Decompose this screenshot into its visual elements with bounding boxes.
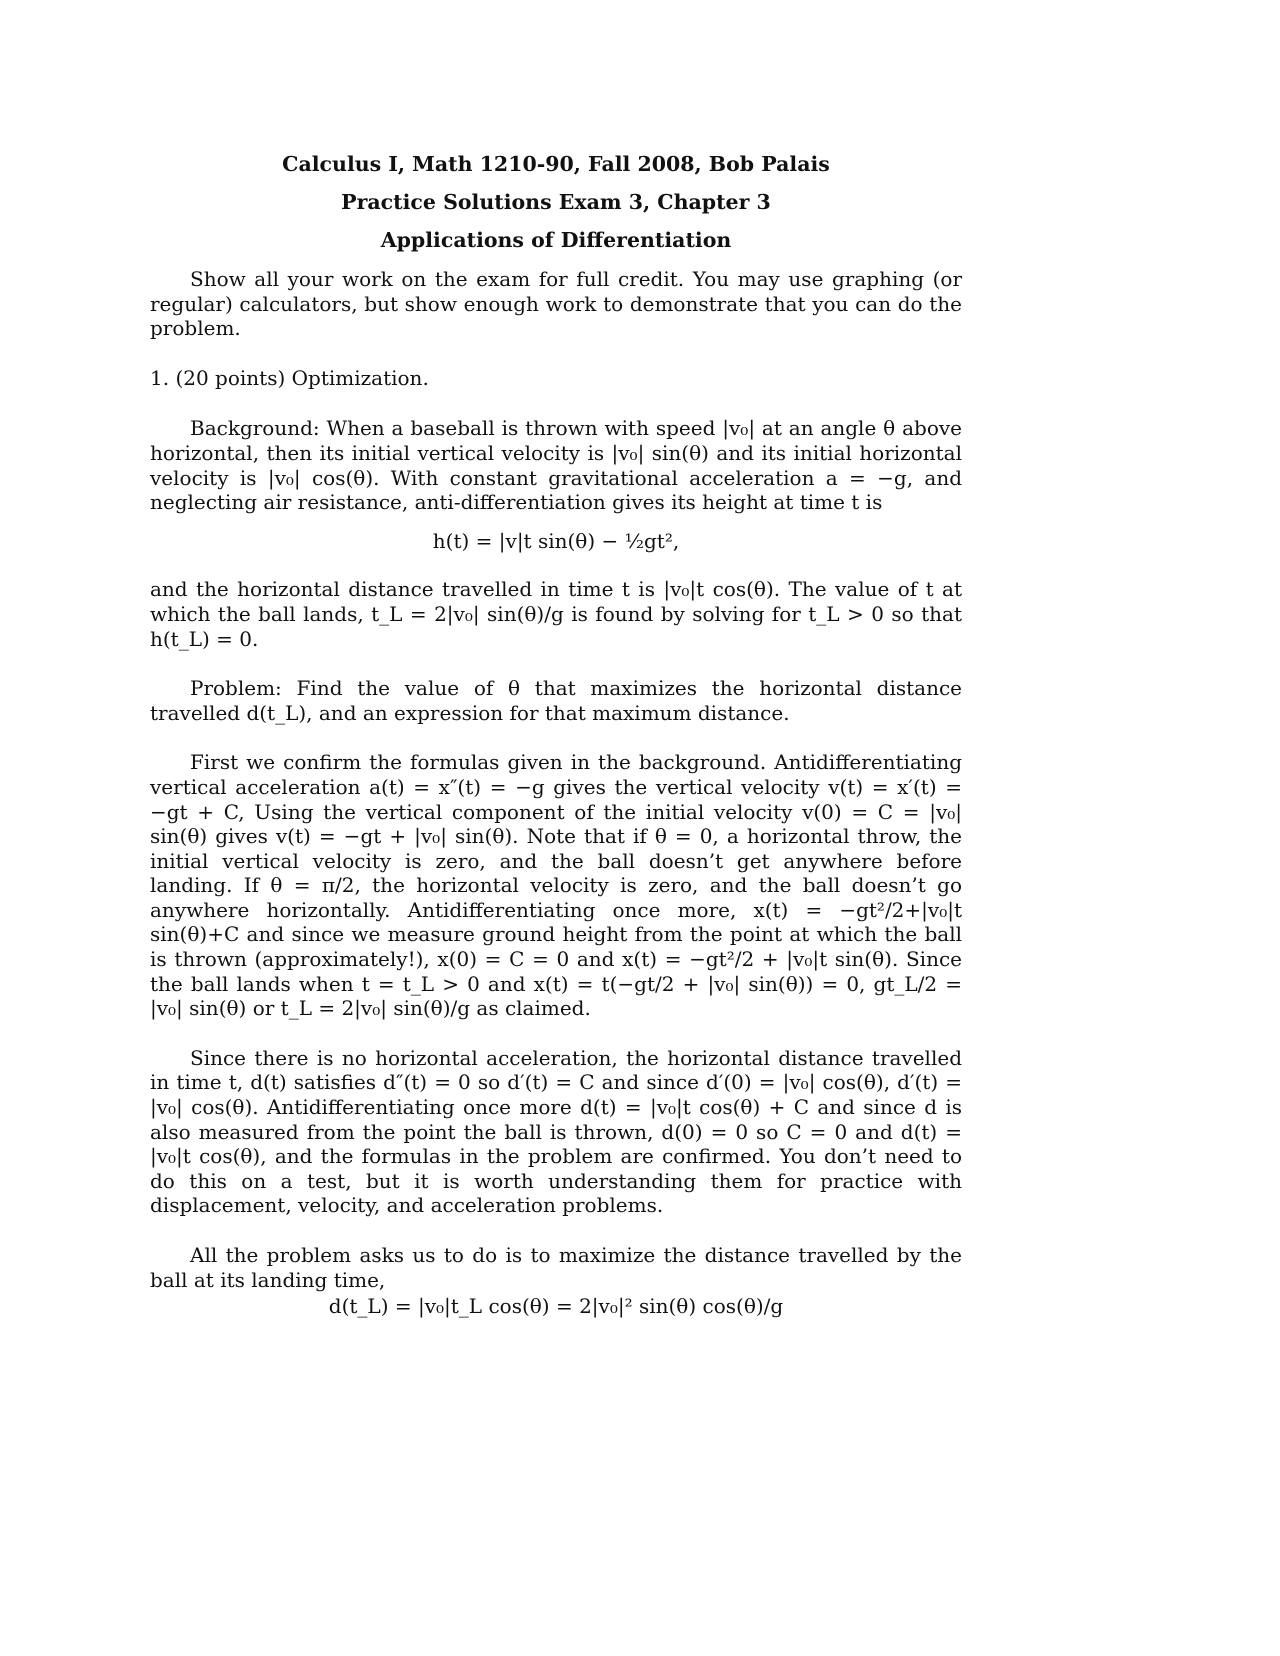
problem-heading: 1. (20 points) Optimization. <box>150 365 429 390</box>
course-title: Calculus I, Math 1210-90, Fall 2008, Bob Palais <box>282 152 830 176</box>
landing-paragraph: and the horizontal distance travelled in time t is |v₀|t cos(θ). The value of t at which the ball lands, t_L = 2|v₀| sin(θ)/g is found by solving for t_L > 0 so that h(t_L) = 0. <box>150 577 962 651</box>
distance-formula: d(t_L) = |v₀|t_L cos(θ) = 2|v₀|² sin(θ) cos(θ)/g <box>328 1294 784 1319</box>
height-formula: h(t) = |v|t sin(θ) − ½gt², <box>432 528 680 553</box>
exam-title: Practice Solutions Exam 3, Chapter 3 <box>341 190 771 214</box>
confirm-paragraph: First we confirm the formulas given in the background. Antidifferentiating vertical acceleration a(t) = x″(t) = −g gives the vertical velocity v(t) = x′(t) = −gt + C, Using the vertical component of the initial velocity v(0) = C = |v₀| sin(θ) gives v(t) = −gt + |v₀| sin(θ). Note that if θ = 0, a horizontal throw, the initial vertical velocity is zero, and the ball doesn’t get anywhere before landing. If θ = π/2, the horizontal velocity is zero, and the ball doesn’t go anywhere horizontally. Antidifferentiating once more, x(t) = −gt²/2+|v₀|t sin(θ)+C and since we measure ground height from the point at which the ball is thrown (approximately!), x(0) = C = 0 and x(t) = −gt²/2 + |v₀|t sin(θ). Since the ball lands when t = t_L > 0 and x(t) = t(−gt/2 + |v₀| sin(θ)) = 0, gt_L/2 = |v₀| sin(θ) or t_L = 2|v₀| sin(θ)/g as claimed. <box>150 750 962 1021</box>
background-paragraph: Background: When a baseball is thrown with speed |v₀| at an angle θ above horizontal, then its initial vertical velocity is |v₀| sin(θ) and its initial horizontal velocity is |v₀| cos(θ). With constant gravitational acceleration a = −g, and neglecting air resistance, anti-differentiation gives its height at time t is <box>150 416 962 515</box>
maximize-paragraph: All the problem asks us to do is to maximize the distance travelled by the ball at its landing time, <box>150 1243 962 1292</box>
intro-paragraph: Show all your work on the exam for full credit. You may use graphing (or regular) calculators, but show enough work to demonstrate that you can do the problem. <box>150 267 962 341</box>
title-block <box>150 145 962 259</box>
problem-statement: Problem: Find the value of θ that maximizes the horizontal distance travelled d(t_L), and an expression for that maximum distance. <box>150 676 962 725</box>
topic-title: Applications of Differentiation <box>380 228 732 252</box>
document-page <box>150 145 962 1319</box>
horizontal-paragraph: Since there is no horizontal acceleration, the horizontal distance travelled in time t, d(t) satisfies d″(t) = 0 so d′(t) = C and since d′(0) = |v₀| cos(θ), d′(t) = |v₀| cos(θ). Antidifferentiating once more d(t) = |v₀|t cos(θ) + C and since d is also measured from the point the ball is thrown, d(0) = 0 so C = 0 and d(t) = |v₀|t cos(θ), and the formulas in the problem are confirmed. You don’t need to do this on a test, but it is worth understanding them for practice with displacement, velocity, and acceleration problems. <box>150 1045 962 1218</box>
